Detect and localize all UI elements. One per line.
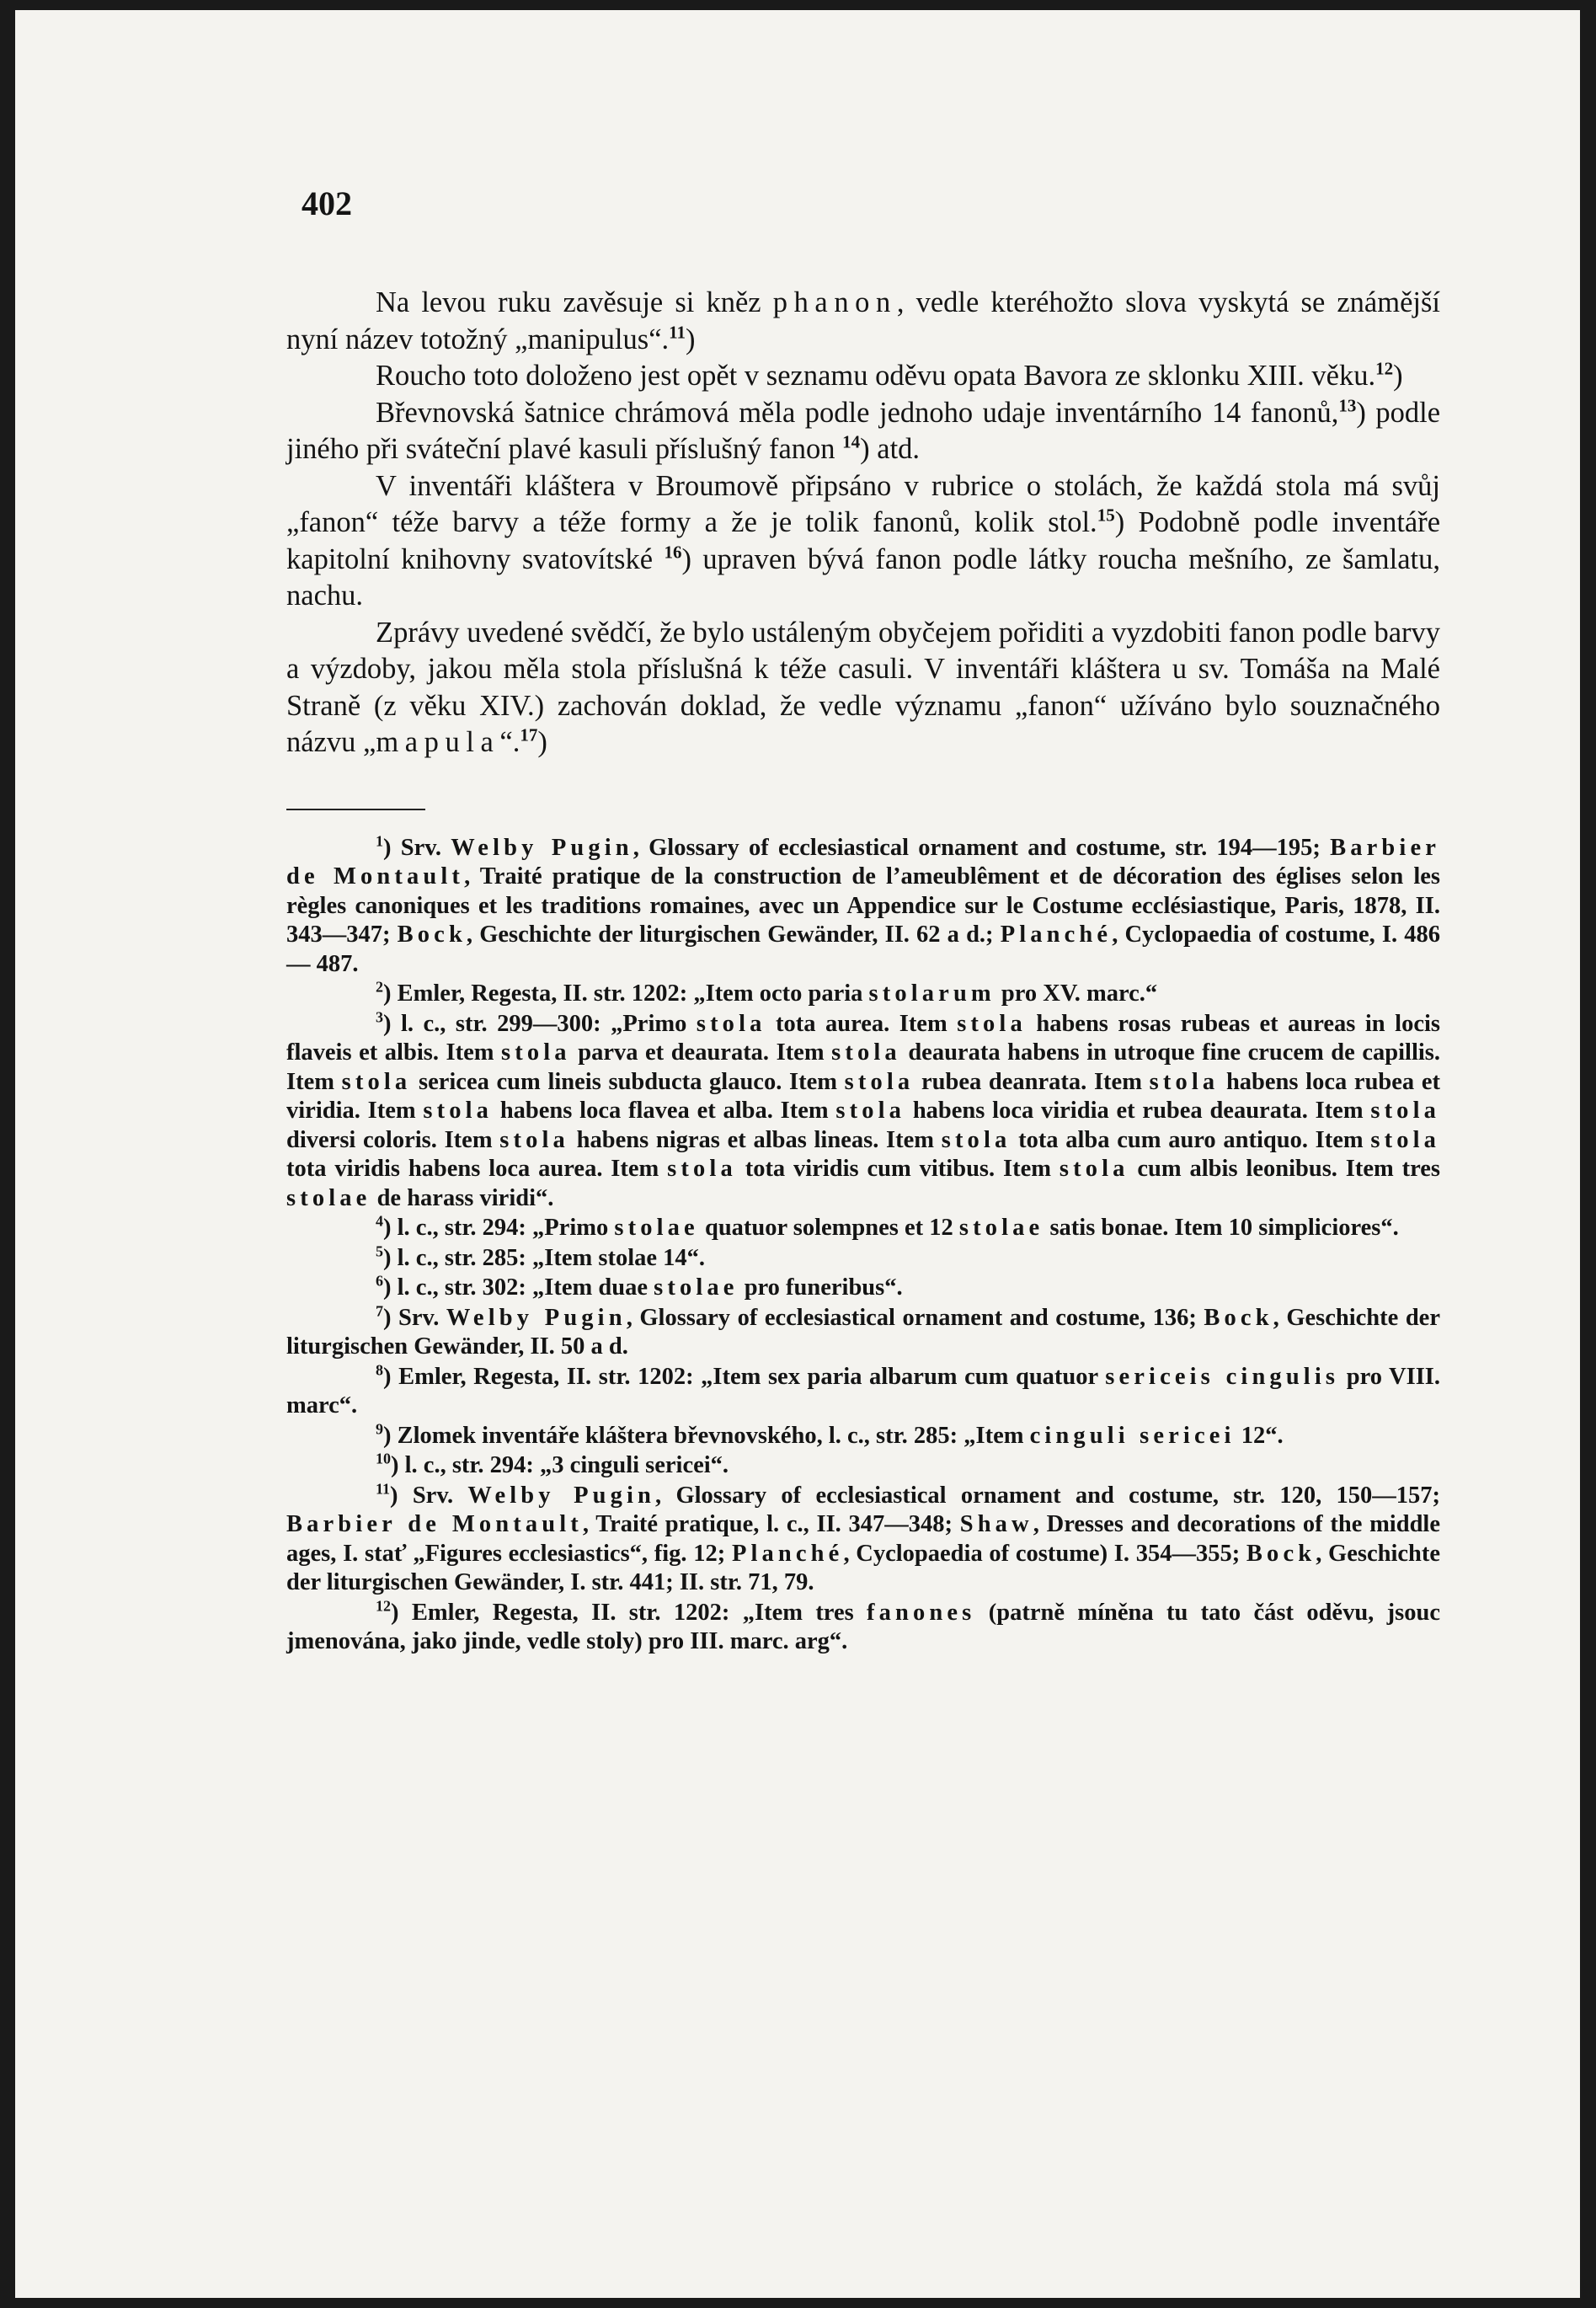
footnote-reference: 15 [1097,505,1115,526]
footnote-number: 3 [376,1008,383,1025]
spaced-emphasis: phanon [772,286,897,318]
spaced-emphasis: stolae [654,1274,739,1301]
footnote-reference: 13 [1338,395,1357,415]
spaced-emphasis: stola [831,1039,901,1066]
main-text [286,285,1440,761]
spaced-emphasis: Planché [1000,922,1113,948]
footnote-paren: ) [383,1363,399,1390]
text-run: Emler, Regesta, II. str. 1202: „Item tres [411,1599,867,1626]
text-run: pro funeribus“. [738,1274,903,1301]
text-run: “. [499,726,520,758]
spaced-emphasis: stola [844,1068,915,1095]
page-content [286,184,1441,1658]
spaced-emphasis: stola [667,1156,737,1182]
footnote [286,1482,1440,1598]
text-run: l. c., str. 299—300: „Primo [400,1010,697,1037]
footnote [286,1599,1440,1657]
text-run: Na levou ruku zavěsuje si kněz [376,286,773,318]
text-run: habens rosas rubeas et aureas in locis flaveis et albis. Item [286,1010,1440,1066]
text-run: ) atd. [860,433,921,465]
text-run: ) Podobně podle inventáře kapitolní knihovny svatovítské [286,506,1441,575]
text-run: V inventáři kláštera v Broumově připsáno v rubrice o stolách, že každá stola má svůj „fanon“ téže barvy a téže formy a že je tolik fanonů, kolik stol. [286,469,1440,538]
footnote-paren: ) [391,1452,405,1478]
footnote-number: 12 [376,1597,391,1614]
footnote-reference: 12 [1375,358,1394,379]
text-run: 12“. [1235,1422,1284,1449]
text-run: Břevnovská šatnice chrámová měla podle jednoho udaje inventárního 14 fanonů, [376,396,1339,429]
spaced-emphasis: fanones [867,1599,976,1626]
text-run: quatuor solempnes et 12 [698,1215,959,1241]
footnote [286,1214,1440,1243]
text-run: tota alba cum auro antiquo. Item [1011,1126,1371,1153]
spaced-emphasis: Planché [731,1540,844,1567]
spaced-emphasis: Bock [1204,1304,1273,1331]
text-run: l. c., str. 302: „Item duae [397,1274,654,1301]
footnote-number: 8 [376,1361,383,1378]
text-run: , Dresses and decorations of the middle ages, I. stať „Figures ecclesiastics“, fig. 12; [286,1511,1440,1567]
text-run: habens loca rubea et viridia. Item [286,1068,1440,1124]
spaced-emphasis: Welby Pugin [451,834,633,861]
text-run: Zprávy uvedené svědčí, že bylo ustáleným obyčejem pořiditi a vyzdobiti fanon podle barvy a výzdoby, jakou měla stola příslušná k téže casuli. V inventáři kláštera u sv. Tomáša na Malé Straně (z věku XIV.) zachován doklad, že vedle významu „fanon“ užíváno bylo souznačného názvu „ [286,616,1440,758]
spaced-emphasis: stola [1059,1156,1129,1182]
spaced-emphasis: Shaw [959,1511,1033,1537]
footnote-paren: ) [383,1422,398,1449]
footnote-paren: ) [383,1274,398,1301]
footnote [286,1451,1440,1481]
text-run: Zlomek inventáře kláštera břevnovského, l. c., str. 285: „Item [397,1422,1030,1449]
body-paragraph [286,285,1440,358]
spaced-emphasis: stola [341,1068,412,1095]
footnote [286,1422,1440,1451]
spaced-emphasis: Welby Pugin [446,1304,627,1331]
spaced-emphasis: stola [696,1010,766,1037]
text-run: habens loca flavea et alba. Item [493,1098,836,1124]
spaced-emphasis: Welby Pugin [467,1482,656,1509]
text-run: , Cyclopaedia of costume, I. 486— 487. [286,922,1440,977]
body-paragraph [286,395,1440,468]
footnote-separator [286,809,425,810]
footnote [286,1304,1440,1362]
text-run: ) upraven bývá fanon podle látky roucha mešního, ze šamlatu, nachu. [286,542,1440,612]
footnote-paren: ) [383,1215,398,1241]
text-run: tota aurea. Item [766,1010,958,1037]
text-run: , Cyclopaedia of costume) I. 354—355; [843,1540,1246,1567]
spaced-emphasis: Barbier de Montault [286,1511,583,1537]
footnote [286,1244,1440,1274]
footnote-paren: ) [383,1304,399,1331]
spaced-emphasis: sericeis cingulis [1105,1363,1340,1390]
spaced-emphasis: stolae [614,1215,699,1241]
footnote-number: 4 [376,1212,383,1230]
text-run: habens nigras et albas lineas. Item [568,1126,942,1153]
footnote-number: 7 [376,1302,383,1319]
text-run: ) podle jiného při sváteční plavé kasuli příslušný fanon [286,396,1441,465]
body-paragraph [286,615,1440,761]
spaced-emphasis: stola [423,1098,494,1124]
scanned-page [15,10,1580,2298]
footnote [286,980,1440,1009]
body-paragraph [286,468,1440,615]
text-run: , Geschichte der liturgischen Gewänder, II. 62 a d.; [466,922,1001,948]
text-run: , Traité pratique, l. c., II. 347—348; [582,1511,960,1537]
text-run: Srv. [400,834,451,861]
text-run: , Geschichte der liturgischen Gewänder, II. 50 a d. [286,1304,1440,1360]
footnote-paren: ) [383,1244,398,1271]
spaced-emphasis: Barbier de Montault [286,834,1441,890]
footnote [286,834,1440,980]
footnote-paren: ) [383,980,398,1007]
footnote-paren: ) [390,1482,413,1509]
spaced-emphasis: stola [957,1010,1027,1037]
text-run: , Glossary of ecclesiastical ornament and costume, 136; [626,1304,1204,1331]
footnote-reference: 14 [842,431,861,452]
spaced-emphasis: stola [1370,1098,1440,1124]
text-run: pro VIII. marc“. [286,1363,1441,1418]
text-run: , Glossary of ecclesiastical ornament and costume, str. 120, 150—157; [655,1482,1440,1509]
text-run: l. c., str. 294: „3 cinguli sericei“. [404,1452,729,1478]
text-run: pro XV. marc.“ [995,980,1158,1007]
footnote [286,1010,1440,1214]
text-run: Emler, Regesta, II. str. 1202: „Item sex paria albarum cum quatuor [398,1363,1106,1390]
text-run: tota viridis habens loca aurea. Item [286,1156,668,1182]
text-run: de harass viridi“. [371,1184,554,1211]
text-run: , Traité pratique de la construction de l’ameublêment et de décoration des églises selon les règles canoniques et les traditions romaines, avec un Appendice sur le Costume ecclésiastique, Paris, 1878, II. 343—347; [286,863,1440,948]
text-run: ) [685,323,696,355]
footnote-number: 5 [376,1242,383,1259]
text-run: deaurata habens in utroque fine crucem de capillis. Item [286,1039,1440,1095]
text-run: Emler, Regesta, II. str. 1202: „Item octo paria [397,980,869,1007]
page-number: 402 [302,184,352,222]
text-run: l. c., str. 294: „Primo [397,1215,615,1241]
text-run: sericea cum lineis subducta glauco. Item [411,1068,845,1095]
footnote-reference: 17 [520,724,538,745]
text-run: , Glossary of ecclesiastical ornament and costume, str. 194—195; [633,834,1331,861]
spaced-emphasis: Bock [397,922,467,948]
footnote [286,1363,1440,1421]
footnote-number: 9 [376,1420,383,1437]
footnote-number: 2 [376,978,383,996]
footnote-number: 1 [376,832,383,849]
spaced-emphasis: stola [499,1126,569,1153]
spaced-emphasis: stolae [286,1184,371,1211]
footnote-number: 6 [376,1272,383,1290]
text-run: ) [1393,360,1403,392]
text-run: l. c., str. 285: „Item stolae 14“. [397,1244,706,1271]
text-run: , vedle kteréhožto slova vyskytá se známější nyní název totožný „manipulus“. [286,286,1440,355]
footnote-paren: ) [391,1599,412,1626]
text-run: Srv. [398,1304,446,1331]
spaced-emphasis: stola [835,1098,906,1124]
text-run: parva et deaurata. Item [570,1039,832,1066]
text-run: cum albis leonibus. Item tres [1129,1156,1440,1182]
spaced-emphasis: cinguli sericei [1029,1422,1236,1449]
text-run: diversi coloris. Item [286,1126,500,1153]
spaced-emphasis: stola [501,1039,571,1066]
text-run: Srv. [412,1482,468,1509]
footnote-paren: ) [383,1010,401,1037]
spaced-emphasis: stolarum [868,980,995,1007]
spaced-emphasis: stola [1149,1068,1220,1095]
text-run: tota viridis cum vitibus. Item [736,1156,1060,1182]
footnote-reference: 11 [669,322,686,342]
footnote-reference: 16 [664,542,682,562]
spaced-emphasis: stola [1370,1126,1441,1153]
footnote-number: 11 [376,1480,391,1497]
spaced-emphasis: stolae [958,1215,1044,1241]
text-run: Roucho toto doloženo jest opět v seznamu oděvu opata Bavora ze sklonku XIII. věku. [376,360,1376,392]
text-run: ) [537,726,547,758]
text-run: rubea deanrata. Item [914,1068,1150,1095]
footnote [286,1274,1440,1303]
footnote-number: 10 [376,1450,391,1467]
text-run: satis bonae. Item 10 simpliciores“. [1044,1215,1399,1241]
spaced-emphasis: mapula [376,726,500,758]
spaced-emphasis: Bock [1246,1540,1316,1567]
footnotes [286,834,1440,1657]
text-run: , Geschichte der liturgischen Gewänder, I. str. 441; II. str. 71, 79. [286,1540,1441,1595]
text-run: habens loca viridia et rubea deaurata. Item [905,1098,1371,1124]
body-paragraph [286,358,1440,395]
footnote-paren: ) [383,834,401,861]
spaced-emphasis: stola [941,1126,1012,1153]
text-run: (patrně míněna tu tato část oděvu, jsouc jmenována, jako jinde, vedle stoly) pro III. marc. arg“. [286,1599,1440,1654]
